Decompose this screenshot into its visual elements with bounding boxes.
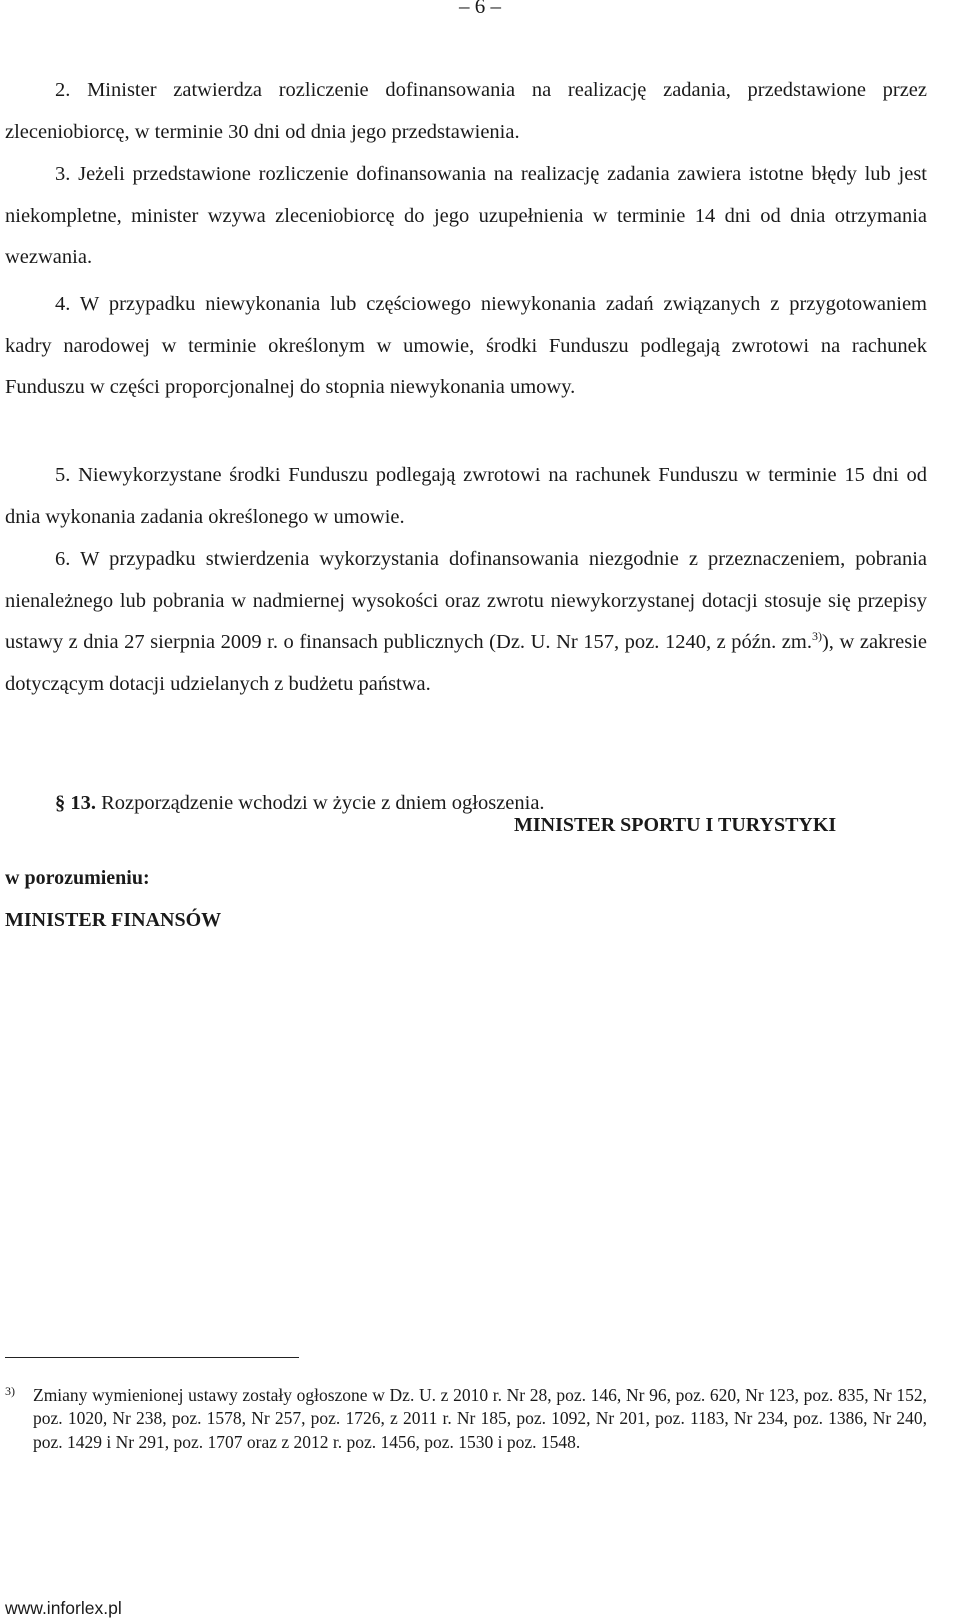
paragraph-4: 4. W przypadku niewykonania lub częściowego niewykonania zadań związanych z przygotowaniem kadry narodowej w terminie określonym w umowie, środki Funduszu podlegają zwrotowi na rachunek Funduszu w części proporcjonalnej do stopnia niewykonania umowy. xyxy=(5,293,927,399)
footer-website[interactable]: www.inforlex.pl xyxy=(5,1598,122,1618)
footnote-text: Zmiany wymienionej ustawy zostały ogłoszone w Dz. U. z 2010 r. Nr 28, poz. 146, Nr 96, poz. 620, Nr 123, poz. 835, Nr 152, poz. 1020, Nr 238, poz. 1578, Nr 257, poz. 1726, z 2011 r. Nr 185, poz. 1092, Nr 201, poz. 1183, Nr 234, poz. 1386, Nr 240, poz. 1429 i Nr 291, poz. 1707 oraz z 2012 r. poz. 1456, poz. 1530 i poz. 1548. xyxy=(33,1385,927,1452)
signature-minister-sport: MINISTER SPORTU I TURYSTYKI xyxy=(514,814,837,836)
section-13-text: Rozporządzenie wchodzi w życie z dniem ogłoszenia. xyxy=(96,792,545,814)
page-number: – 6 – xyxy=(459,0,501,18)
footnote-reference: 3) xyxy=(811,629,822,644)
footnote-separator xyxy=(5,1357,299,1358)
paragraph-2: 2. Minister zatwierdza rozliczenie dofinansowania na realizację zadania, przedstawione przez zleceniobiorcę, w terminie 30 dni od dnia jego przedstawienia. xyxy=(5,79,927,143)
signature-minister-finance: MINISTER FINANSÓW xyxy=(5,909,222,931)
paragraph-6 xyxy=(5,539,927,706)
paragraph-6-text-after: ), w zakresie dotyczącym dotacji udzielanych z budżetu państwa. xyxy=(5,631,927,696)
section-13 xyxy=(55,791,545,816)
paragraph-6-text-before: 6. W przypadku stwierdzenia wykorzystania dofinansowania niezgodnie z przeznaczeniem, pobrania nienależnego lub pobrania w nadmiernej wysokości oraz zwrotu niewykorzystanej dotacji stosuje się przepisy ustawy z dnia 27 sierpnia 2009 r. o finansach publicznych (Dz. U. Nr 157, poz. 1240, z późn. zm. xyxy=(5,548,927,654)
agreement-label: w porozumieniu: xyxy=(5,867,150,889)
footnote-marker: 3) xyxy=(5,1384,15,1398)
paragraph-3: 3. Jeżeli przedstawione rozliczenie dofinansowania na realizację zadania zawiera istotne błędy lub jest niekompletne, minister wzywa zleceniobiorcę do jego uzupełnienia w terminie 14 dni od dnia otrzymania wezwania. xyxy=(5,163,927,269)
section-13-number: § 13. xyxy=(55,792,96,814)
paragraph-5: 5. Niewykorzystane środki Funduszu podlegają zwrotowi na rachunek Funduszu w terminie 15 dni od dnia wykonania zadania określonego w umowie. xyxy=(5,464,927,528)
